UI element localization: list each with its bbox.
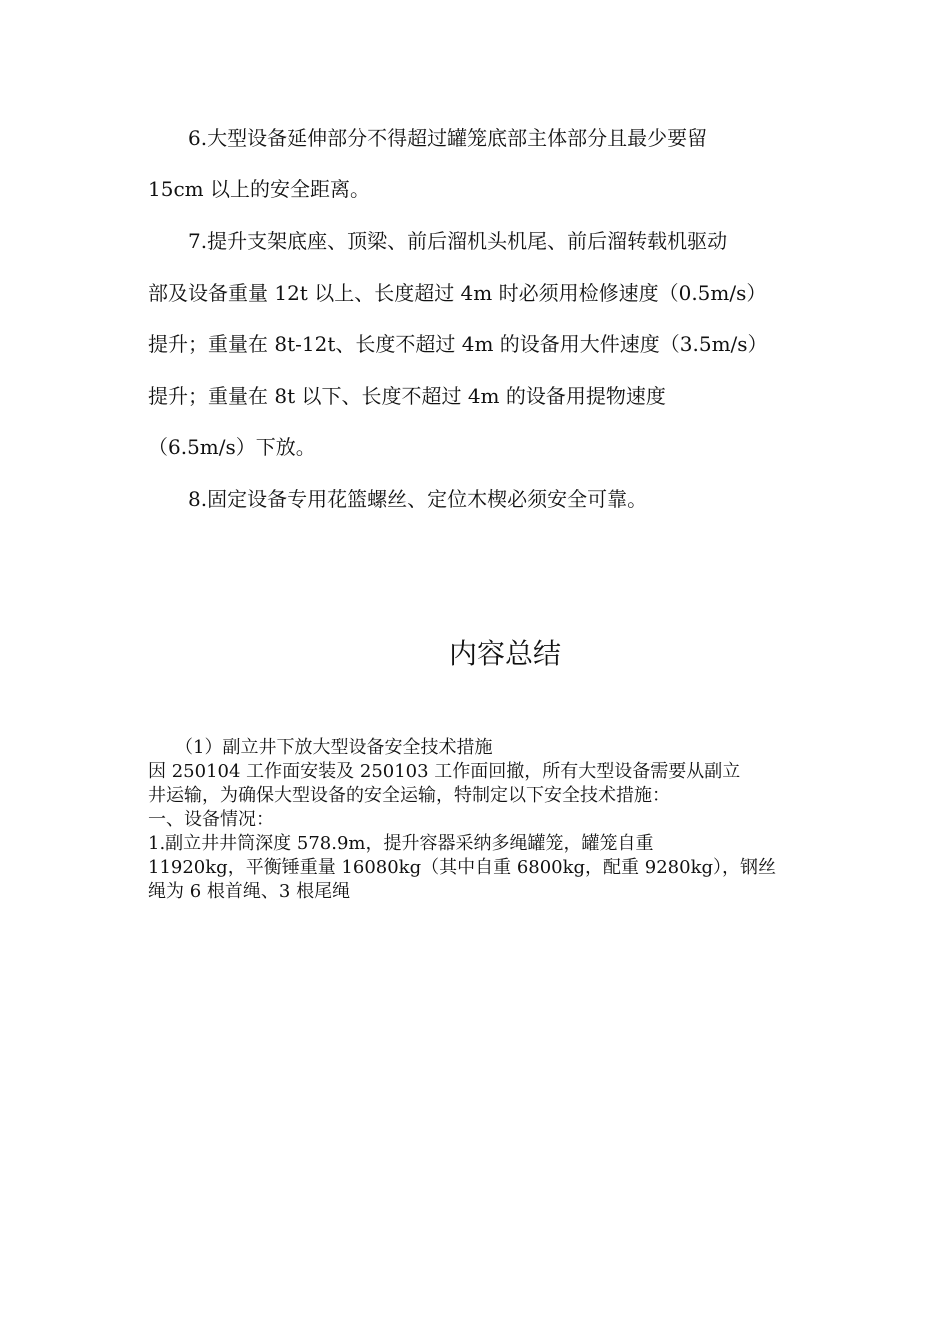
summary-line: 一、设备情况： (148, 809, 274, 830)
body-line-item-6-cont: 15cm 以上的安全距离。 (148, 177, 370, 201)
summary-line: 1.副立井井筒深度 578.9m，提升容器采纳多绳罐笼，罐笼自重 (148, 833, 654, 854)
body-line-item-7-cont-1: 部及设备重量 12t 以上、长度超过 4m 时必须用检修速度（0.5m/s） (148, 281, 767, 305)
body-line-item-7-cont-2: 提升；重量在 8t-12t、长度不超过 4m 的设备用大件速度（3.5m/s） (148, 332, 768, 356)
body-line-item-6: 6.大型设备延伸部分不得超过罐笼底部主体部分且最少要留 (148, 126, 708, 150)
body-line-item-7-cont-3: 提升；重量在 8t 以下、长度不超过 4m 的设备用提物速度 (148, 384, 666, 408)
summary-line: 井运输，为确保大型设备的安全运输，特制定以下安全技术措施： (148, 785, 670, 806)
body-line-item-7: 7.提升支架底座、顶梁、前后溜机头机尾、前后溜转载机驱动 (148, 229, 728, 253)
summary-line: 因 250104 工作面安装及 250103 工作面回撤，所有大型设备需要从副立 (148, 761, 741, 782)
summary-title: 内容总结 (448, 637, 561, 670)
summary-line-heading: （1）副立井下放大型设备安全技术措施 (148, 737, 493, 758)
summary-line: 11920kg，平衡锤重量 16080kg（其中自重 6800kg，配重 9280kg），钢丝 (148, 857, 777, 878)
body-line-item-8: 8.固定设备专用花篮螺丝、定位木楔必须安全可靠。 (148, 487, 648, 511)
body-line-item-7-cont-4: （6.5m/s）下放。 (148, 435, 316, 459)
summary-line: 绳为 6 根首绳、3 根尾绳 (148, 881, 351, 902)
